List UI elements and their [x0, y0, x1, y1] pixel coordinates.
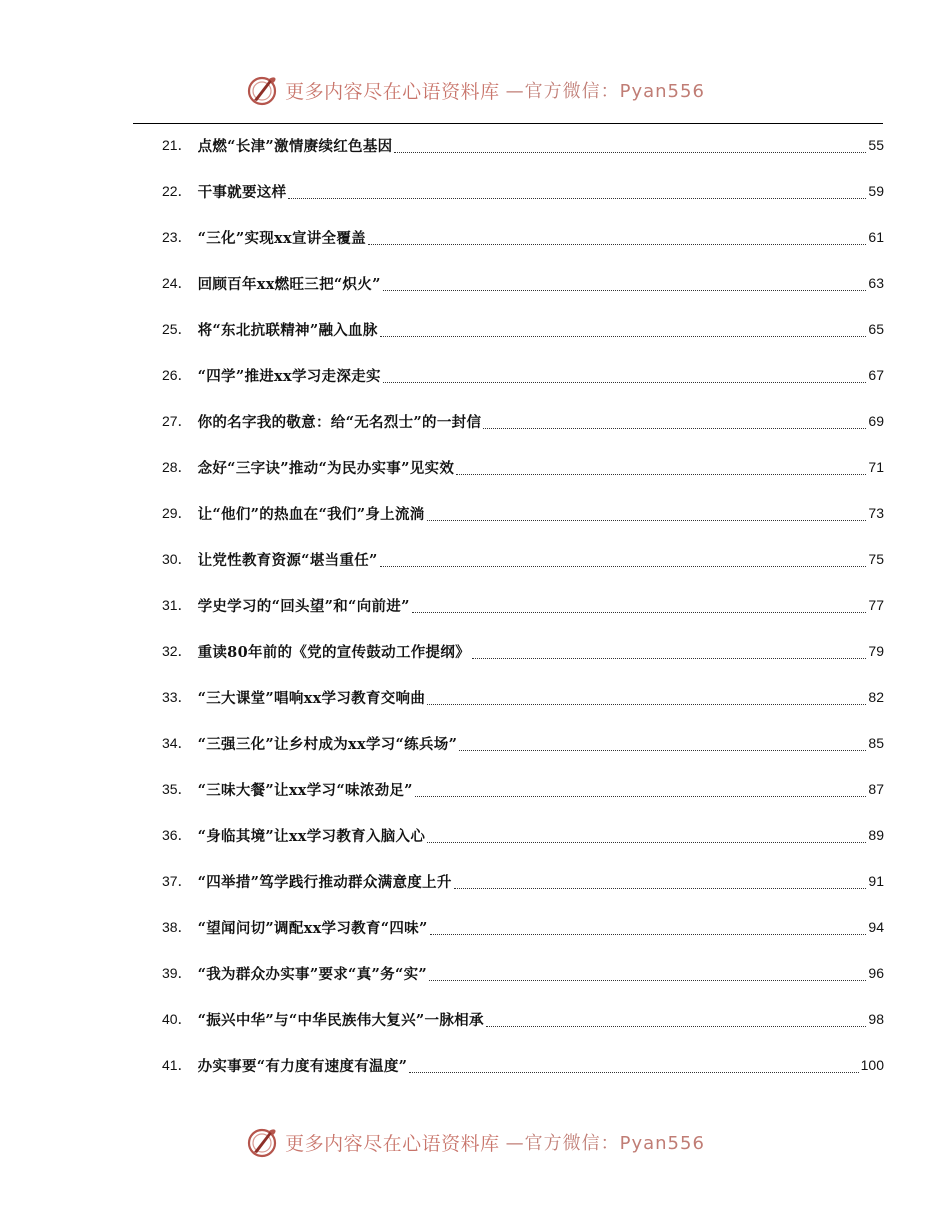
toc-entry-title: 让党性教育资源“堪当重任”	[197, 551, 378, 569]
toc-entry-title: “三强三化”让乡村成为xx学习“练兵场”	[197, 735, 458, 753]
toc-dot-leader	[483, 428, 866, 429]
toc-entry[interactable]	[162, 1042, 884, 1088]
toc-entry-number: 21．	[162, 137, 192, 153]
toc-entry[interactable]	[162, 628, 884, 674]
toc-entry-title: “三味大餐”让xx学习“味浓劲足”	[197, 781, 413, 799]
toc-dot-leader	[380, 336, 867, 337]
toc-entry[interactable]	[162, 352, 884, 398]
toc-entry-title: “身临其境”让xx学习教育入脑入心	[197, 827, 426, 845]
watermark-title: 更多内容尽在心语资料库	[285, 1132, 500, 1155]
toc-entry-title: “四学”推进xx学习走深走实	[197, 367, 381, 385]
toc-entry-title: 你的名字我的敬意：给“无名烈士”的一封信	[197, 413, 482, 431]
toc-dot-leader	[427, 842, 866, 843]
watermark-title: 更多内容尽在心语资料库	[285, 80, 500, 103]
toc-dot-leader	[288, 198, 866, 199]
toc-entry[interactable]	[162, 766, 884, 812]
toc-entry-number: 33．	[162, 689, 192, 705]
toc-entry-page-number: 85	[868, 735, 884, 751]
toc-entry-page-number: 96	[868, 965, 884, 981]
toc-entry-title: “四举措”笃学践行推动群众满意度上升	[197, 873, 452, 891]
watermark-group	[245, 1125, 705, 1159]
toc-entry-page-number: 79	[868, 643, 884, 659]
toc-entry-title: “三化”实现xx宣讲全覆盖	[197, 229, 366, 247]
toc-entry[interactable]	[162, 720, 884, 766]
toc-entry-number: 39．	[162, 965, 192, 981]
toc-entry-title: 让“他们”的热血在“我们”身上流淌	[197, 505, 425, 523]
toc-entry[interactable]	[162, 582, 884, 628]
toc-entry-title: 念好“三字诀”推动“为民办实事”见实效	[197, 459, 455, 477]
toc-entry-page-number: 63	[868, 275, 884, 291]
toc-entry-number: 31．	[162, 597, 192, 613]
toc-entry-page-number: 94	[868, 919, 884, 935]
toc-entry-title: “我为群众办实事”要求“真”务“实”	[197, 965, 428, 983]
toc-dot-leader	[368, 244, 866, 245]
toc-dot-leader	[383, 290, 867, 291]
toc-entry-page-number: 89	[868, 827, 884, 843]
toc-entry-page-number: 100	[860, 1057, 884, 1073]
toc-entry-page-number: 67	[868, 367, 884, 383]
toc-entry-title: 重读80年前的《党的宣传鼓动工作提纲》	[197, 643, 470, 661]
toc-entry-number: 40．	[162, 1011, 192, 1027]
toc-dot-leader	[486, 1026, 867, 1027]
toc-entry-number: 38．	[162, 919, 192, 935]
toc-entry[interactable]	[162, 398, 884, 444]
toc-dot-leader	[427, 704, 866, 705]
toc-entry[interactable]	[162, 904, 884, 950]
toc-dot-leader	[412, 612, 867, 613]
toc-entry-number: 25．	[162, 321, 192, 337]
toc-entry-title: 回顾百年xx燃旺三把“炽火”	[197, 275, 381, 293]
toc-entry[interactable]	[162, 950, 884, 996]
toc-entry[interactable]	[162, 490, 884, 536]
footer-watermark	[0, 1122, 950, 1162]
toc-entry[interactable]	[162, 536, 884, 582]
toc-entry[interactable]	[162, 858, 884, 904]
toc-entry-title: “振兴中华”与“中华民族伟大复兴”一脉相承	[197, 1011, 484, 1029]
header-watermark	[0, 70, 950, 110]
toc-dot-leader	[456, 474, 866, 475]
toc-entry-page-number: 65	[868, 321, 884, 337]
toc-entry-page-number: 75	[868, 551, 884, 567]
toc-entry-page-number: 82	[868, 689, 884, 705]
toc-dot-leader	[472, 658, 866, 659]
toc-entry-title: “望闻问切”调配xx学习教育“四味”	[197, 919, 428, 937]
watermark-wechat: —官方微信：Pyan556	[505, 1133, 705, 1154]
toc-entry[interactable]	[162, 812, 884, 858]
toc-entry-page-number: 69	[868, 413, 884, 429]
toc-entry[interactable]	[162, 214, 884, 260]
toc-dot-leader	[430, 934, 867, 935]
toc-entry-title: 干事就要这样	[197, 183, 287, 201]
toc-entry-number: 28．	[162, 459, 192, 475]
table-of-contents	[162, 122, 884, 1088]
toc-entry-page-number: 87	[868, 781, 884, 797]
toc-entry-page-number: 59	[868, 183, 884, 199]
toc-entry-title: 点燃“长津”激情赓续红色基因	[197, 137, 393, 155]
toc-entry[interactable]	[162, 306, 884, 352]
toc-dot-leader	[415, 796, 867, 797]
toc-entry-number: 41．	[162, 1057, 192, 1073]
toc-entry-page-number: 98	[868, 1011, 884, 1027]
toc-entry-number: 32．	[162, 643, 192, 659]
toc-entry-number: 35．	[162, 781, 192, 797]
toc-entry-title: “三大课堂”唱响xx学习教育交响曲	[197, 689, 426, 707]
toc-entry-number: 22．	[162, 183, 192, 199]
toc-dot-leader	[380, 566, 867, 567]
toc-dot-leader	[409, 1072, 858, 1073]
toc-dot-leader	[429, 980, 866, 981]
toc-entry-number: 23．	[162, 229, 192, 245]
toc-entry-title: 将“东北抗联精神”融入血脉	[197, 321, 378, 339]
toc-entry[interactable]	[162, 996, 884, 1042]
toc-dot-leader	[454, 888, 867, 889]
toc-entry-page-number: 73	[868, 505, 884, 521]
toc-entry[interactable]	[162, 168, 884, 214]
toc-dot-leader	[459, 750, 866, 751]
toc-dot-leader	[427, 520, 867, 521]
quill-logo-icon	[245, 73, 279, 107]
toc-entry-number: 27．	[162, 413, 192, 429]
toc-entry[interactable]	[162, 444, 884, 490]
toc-entry-title: 学史学习的“回头望”和“向前进”	[197, 597, 410, 615]
toc-entry-number: 34．	[162, 735, 192, 751]
toc-entry[interactable]	[162, 674, 884, 720]
toc-entry-title: 办实事要“有力度有速度有温度”	[197, 1057, 408, 1075]
toc-dot-leader	[394, 152, 866, 153]
watermark-wechat: —官方微信：Pyan556	[505, 81, 705, 102]
toc-entry-number: 37．	[162, 873, 192, 889]
toc-entry-page-number: 61	[868, 229, 884, 245]
toc-entry[interactable]	[162, 122, 884, 168]
toc-entry-number: 30．	[162, 551, 192, 567]
toc-entry-number: 26．	[162, 367, 192, 383]
toc-entry-page-number: 91	[868, 873, 884, 889]
toc-entry-number: 36．	[162, 827, 192, 843]
toc-entry-page-number: 77	[868, 597, 884, 613]
toc-entry-page-number: 71	[868, 459, 884, 475]
quill-logo-icon	[245, 1125, 279, 1159]
watermark-group	[245, 73, 705, 107]
toc-entry-page-number: 55	[868, 137, 884, 153]
toc-entry-number: 24．	[162, 275, 192, 291]
toc-entry[interactable]	[162, 260, 884, 306]
toc-dot-leader	[383, 382, 867, 383]
toc-entry-number: 29．	[162, 505, 192, 521]
